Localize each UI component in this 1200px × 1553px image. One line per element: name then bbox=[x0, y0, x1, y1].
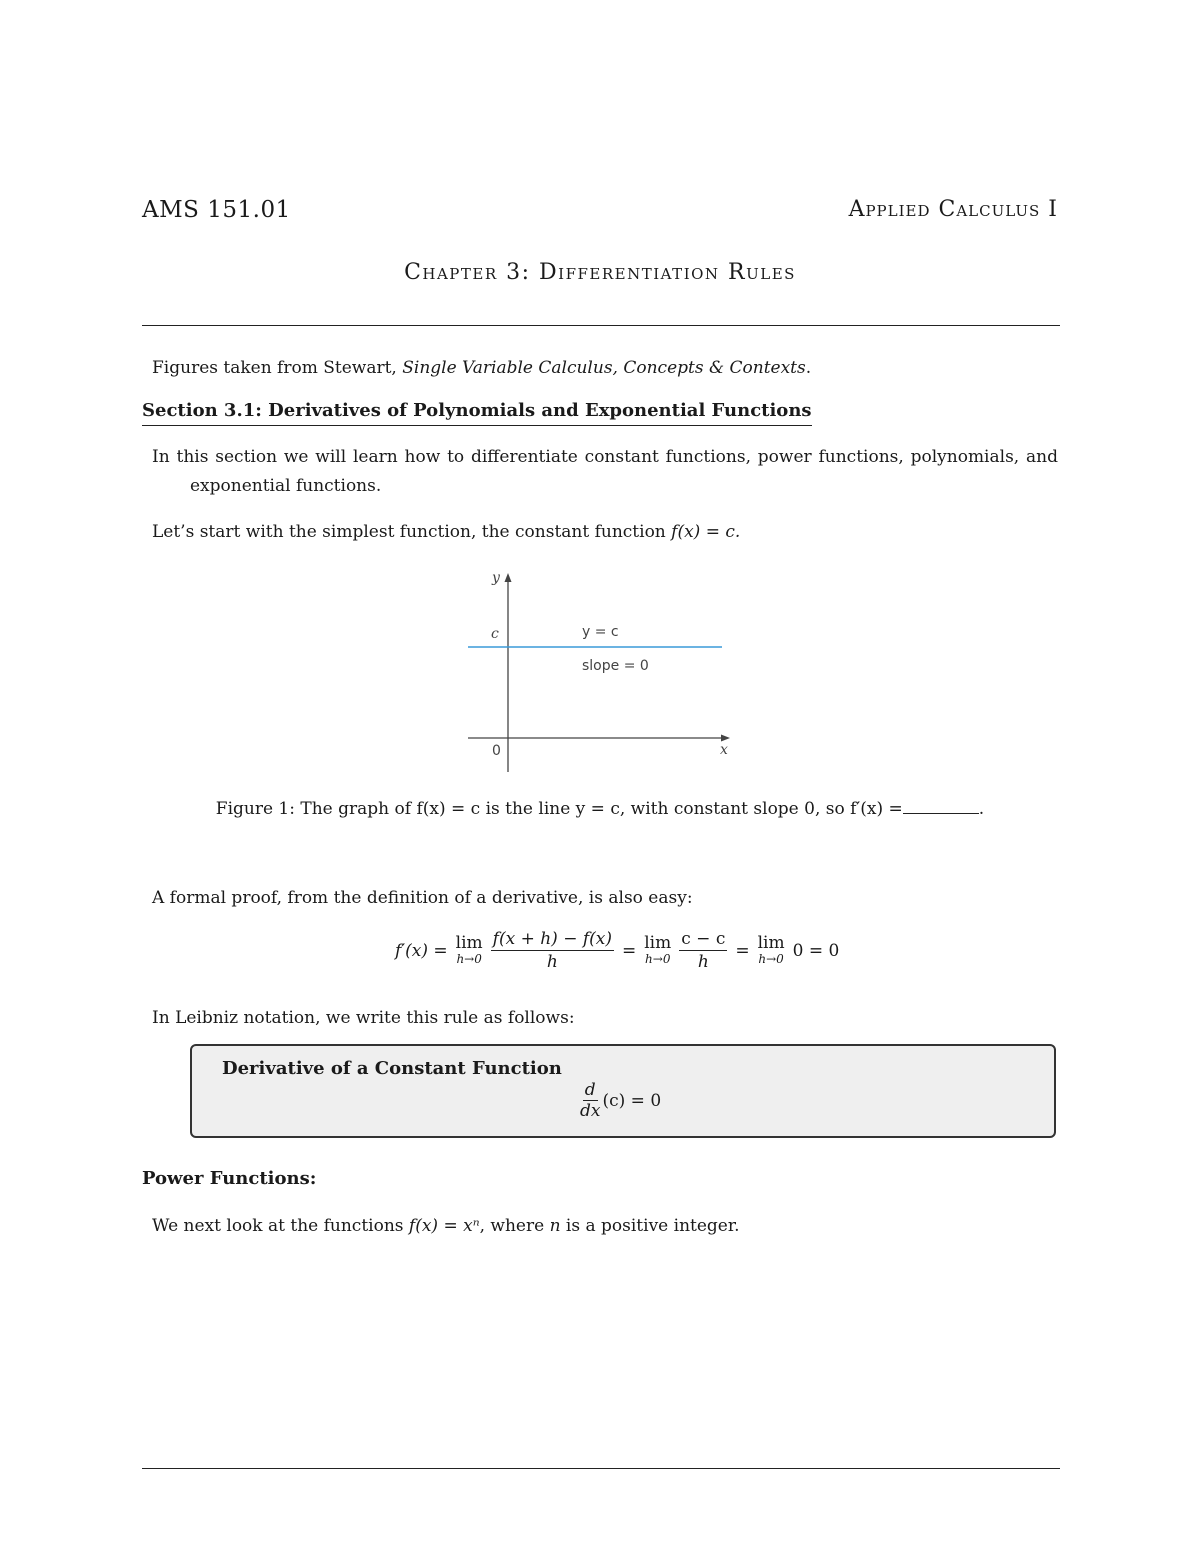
equals-sign-2: = bbox=[735, 940, 750, 961]
section-heading: Section 3.1: Derivatives of Polynomials and Exponential Functions bbox=[142, 398, 812, 426]
frac1-denominator: h bbox=[546, 952, 558, 972]
lets-start-math: f(x) = c. bbox=[671, 522, 741, 542]
d-dx-fraction bbox=[580, 1080, 600, 1121]
leibniz-text: In Leibniz notation, we write this rule as follows: bbox=[152, 1008, 575, 1028]
power-text-mid: , where bbox=[479, 1216, 550, 1236]
power-math-n: n bbox=[549, 1216, 561, 1236]
frac2-denominator: h bbox=[697, 952, 709, 972]
course-name: Applied Calculus I bbox=[848, 197, 1058, 222]
constant-function-graph bbox=[440, 560, 750, 780]
eq-lhs: f′(x) = bbox=[395, 940, 448, 961]
power-functions-text bbox=[152, 1211, 740, 1241]
lim-subscript: h→0 bbox=[645, 951, 671, 966]
caption-end: . bbox=[978, 799, 985, 819]
lim-subscript: h→0 bbox=[758, 951, 784, 966]
y-axis-arrow bbox=[505, 573, 512, 582]
lim-word: lim bbox=[757, 932, 785, 953]
rule-rest: (c) = 0 bbox=[602, 1090, 662, 1111]
lim-word: lim bbox=[455, 932, 483, 953]
derivative-proof-equation bbox=[395, 928, 839, 973]
limit-2 bbox=[644, 932, 672, 967]
caption-blank bbox=[903, 795, 979, 814]
frac1-numerator: f(x + h) − f(x) bbox=[492, 929, 612, 949]
figure-source-note bbox=[152, 353, 811, 383]
constant-function-intro bbox=[152, 517, 740, 547]
x-axis-label: x bbox=[720, 742, 728, 758]
lets-start-text: Let’s start with the simplest function, the constant function bbox=[152, 522, 672, 542]
origin-label: 0 bbox=[492, 743, 501, 759]
intro-line-1: In this section we will learn how to differentiate constant functions, power functions, polynomials, and bbox=[152, 447, 1058, 467]
footer-rule bbox=[142, 1468, 1060, 1469]
lim-subscript: h→0 bbox=[456, 951, 482, 966]
rule-box-title: Derivative of a Constant Function bbox=[222, 1058, 562, 1079]
line-equation-label: y = c bbox=[582, 624, 619, 640]
caption-prefix: Figure 1: bbox=[215, 799, 301, 819]
intro-line-2: exponential functions. bbox=[190, 476, 382, 496]
rule-box-equation bbox=[580, 1080, 661, 1121]
header-rule bbox=[142, 325, 1060, 326]
figure-caption bbox=[0, 794, 1200, 824]
dx-denominator: dx bbox=[580, 1101, 601, 1121]
slope-label: slope = 0 bbox=[582, 658, 649, 674]
equals-sign-1: = bbox=[622, 940, 637, 961]
power-text-end: is a positive integer. bbox=[560, 1216, 740, 1236]
source-book-title: Single Variable Calculus, Concepts & Contexts bbox=[402, 358, 806, 378]
source-prefix: Figures taken from Stewart, bbox=[152, 358, 403, 378]
frac2-numerator: c − c bbox=[681, 929, 726, 949]
lim-word: lim bbox=[644, 932, 672, 953]
x-axis-arrow bbox=[721, 735, 730, 742]
limit-1 bbox=[455, 932, 483, 967]
formal-proof-text: A formal proof, from the definition of a derivative, is also easy: bbox=[152, 888, 693, 908]
eq-tail: 0 = 0 bbox=[792, 940, 840, 961]
power-text-prefix: We next look at the functions bbox=[152, 1216, 409, 1236]
power-functions-heading: Power Functions: bbox=[142, 1168, 317, 1189]
c-tick-label: c bbox=[491, 626, 499, 642]
caption-text: The graph of f(x) = c is the line y = c, with constant slope 0, so f′(x) = bbox=[300, 799, 903, 819]
difference-quotient bbox=[491, 928, 614, 973]
y-axis-label: y bbox=[492, 570, 500, 586]
limit-3 bbox=[757, 932, 785, 967]
power-math-fx: f(x) = xⁿ bbox=[408, 1216, 480, 1236]
rule-box bbox=[190, 1044, 1056, 1138]
chapter-title: Chapter 3: Differentiation Rules bbox=[404, 260, 796, 285]
source-suffix: . bbox=[805, 358, 812, 378]
course-code: AMS 151.01 bbox=[142, 197, 291, 223]
constant-quotient bbox=[679, 928, 727, 973]
d-numerator: d bbox=[584, 1080, 596, 1100]
